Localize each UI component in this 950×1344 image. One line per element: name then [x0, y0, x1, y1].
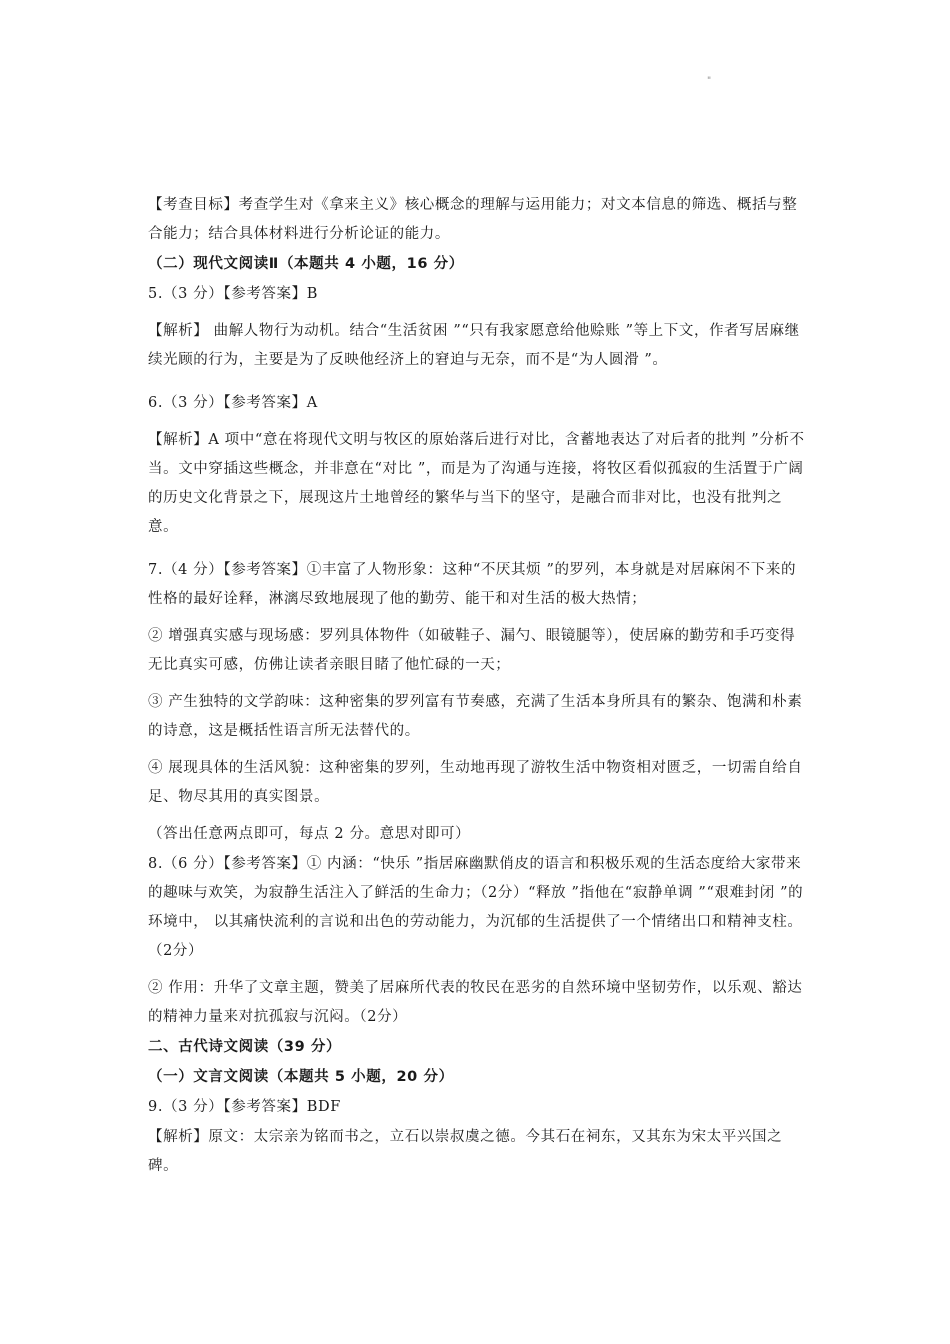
- q9-answer: 9.（3 分）【参考答案】BDF: [148, 1099, 341, 1115]
- q7-scoring-note: （答出任意两点即可，每点 2 分。意思对即可）: [148, 826, 471, 842]
- q7-answer-point-4: ④ 展现具体的生活风貌：这种密集的罗列，生动地再现了游牧生活中物资相对匮乏，一切需自给自足、物尽其用的真实图景。: [148, 760, 803, 805]
- q7-answer-point-1: 7.（4 分）【参考答案】①丰富了人物形象：这种“不厌其烦 ”的罗列，本身就是对居麻闲不下来的性格的最好诠释，淋漓尽致地展现了他的勤劳、能干和对生活的极大热情；: [148, 562, 797, 607]
- q6-explanation: 【解析】A 项中“意在将现代文明与牧区的原始落后进行对比，含蓄地表达了对后者的批判 ”分析不当。文中穿插这些概念，并非意在“对比 ”，而是为了沟通与连接，将牧区看似孤寂的生活置于广阔的历史文化背景之下，展现这片土地曾经的繁华与当下的坚守，是融合而非对比，也没有批判之意。: [148, 432, 805, 535]
- q8-answer-point-2: ② 作用：升华了文章主题，赞美了居麻所代表的牧民在恶劣的自然环境中坚韧劳作，以乐观、豁达的精神力量来对抗孤寂与沉闷。（2分）: [148, 980, 803, 1025]
- document-body: [148, 190, 808, 1181]
- section-heading-classical-prose: （一）文言文阅读（本题共 5 小题，20 分）: [148, 1069, 454, 1085]
- q7-answer-point-3: ③ 产生独特的文学韵味：这种密集的罗列富有节奏感，充满了生活本身所具有的繁杂、饱满和朴素的诗意，这是概括性语言所无法替代的。: [148, 694, 803, 739]
- q5-explanation: 【解析】 曲解人物行为动机。结合“生活贫困 ”“只有我家愿意给他赊账 ”等上下文，作者写居麻继续光顾的行为，主要是为了反映他经济上的窘迫与无奈，而不是“为人圆滑 ”。: [148, 323, 800, 368]
- q7-answer-point-2: ② 增强真实感与现场感：罗列具体物件（如破鞋子、漏勺、眼镜腿等），使居麻的勤劳和手巧变得无比真实可感，仿佛让读者亲眼目睹了他忙碌的一天；: [148, 628, 796, 673]
- exam-objective-paragraph: 【考查目标】考查学生对《拿来主义》核心概念的理解与运用能力；对文本信息的筛选、概括与整合能力；结合具体材料进行分析论证的能力。: [148, 197, 798, 242]
- q9-explanation: 【解析】原文：太宗亲为铭而书之，立石以崇叔虞之德。今其石在祠东，又其东为宋太平兴国之碑。: [148, 1129, 783, 1174]
- section-heading-modern-reading-2: （二）现代文阅读Ⅱ（本题共 4 小题，16 分）: [148, 256, 464, 272]
- section-heading-classical-reading: 二、古代诗文阅读（39 分）: [148, 1039, 342, 1055]
- q6-answer: 6.（3 分）【参考答案】A: [148, 395, 318, 411]
- page-mark: ": [707, 76, 712, 86]
- q5-answer: 5.（3 分）【参考答案】B: [148, 286, 318, 302]
- q8-answer-point-1: 8.（6 分）【参考答案】① 内涵：“快乐 ”指居麻幽默俏皮的语言和积极乐观的生活态度给大家带来的趣味与欢笑，为寂静生活注入了鲜活的生命力；（2分）“释放 ”指他在“寂静单调 ”“艰难封闭 ”的环境中， 以其痛快流利的言说和出色的劳动能力，为沉郁的生活提供了一个情绪出口和精神支柱。（2分）: [148, 856, 804, 959]
